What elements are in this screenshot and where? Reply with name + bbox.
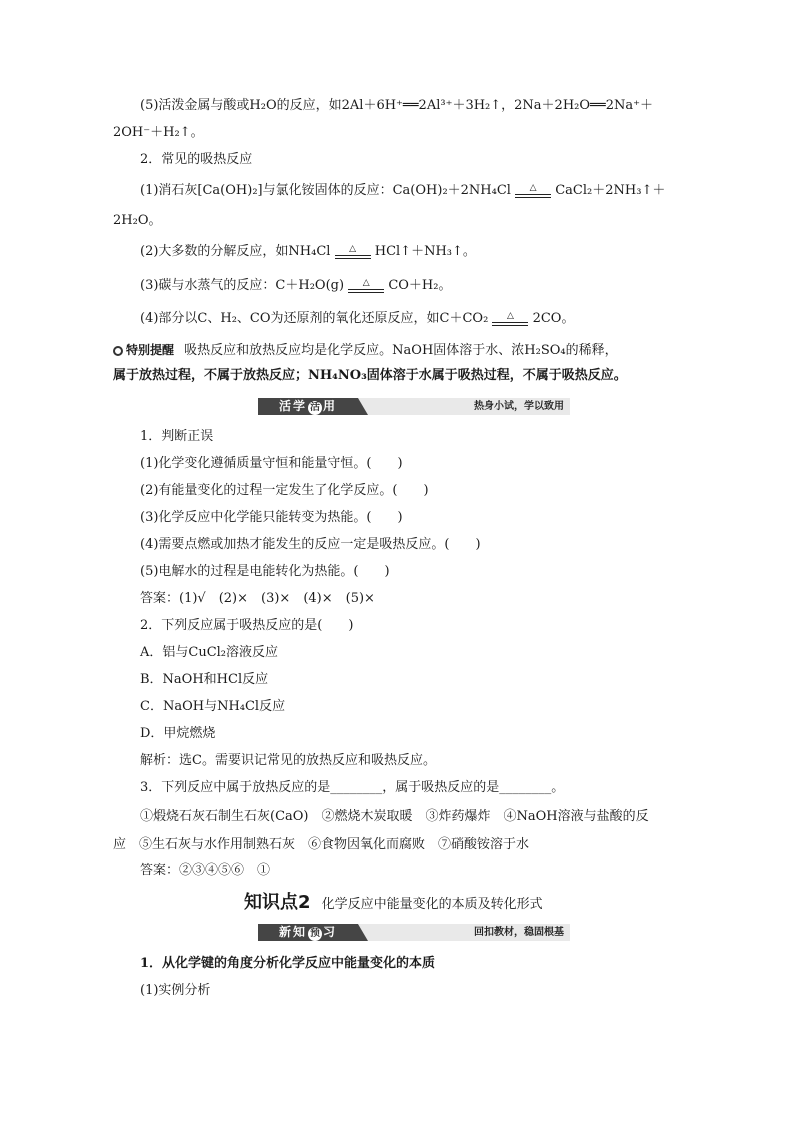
q3-answer: 答案：②③④⑤⑥ ① (140, 863, 271, 878)
endothermic-item-1 (140, 182, 665, 200)
banner-tab-text: 新知 (278, 925, 307, 939)
banner-tab-tail: 习 (323, 925, 338, 939)
q2-heading: 2．下列反应属于吸热反应的是( ) (140, 618, 354, 633)
endothermic-item-3-rhs: CO＋H₂。 (388, 278, 452, 293)
tip-label: 特别提醒 (126, 343, 175, 357)
knowledge-point-heading (244, 888, 543, 914)
practice-banner-tab (258, 398, 358, 415)
endothermic-item-4-lhs: (4)部分以C、H₂、CO为还原剂的氧化还原反应，如C＋CO₂ (140, 311, 489, 326)
q3-line-2: 应 ⑤生石灰与水作用制熟石灰 ⑥食物因氧化而腐败 ⑦硝酸铵溶于水 (113, 837, 530, 852)
section-2-sub: (1)实例分析 (140, 983, 211, 998)
heating-arrow-icon: △ (335, 245, 371, 259)
endothermic-item-2 (140, 243, 476, 261)
q1-item: (5)电解水的过程是电能转化为热能。( ) (140, 564, 390, 579)
banner-tab-text: 活学 (278, 399, 307, 413)
section-2-heading: 1．从化学键的角度分析化学反应中能量变化的本质 (140, 956, 436, 971)
endothermic-item-3 (140, 277, 451, 295)
endothermic-item-3-lhs: (3)碳与水蒸气的反应：C＋H₂O(g) (140, 278, 345, 293)
endothermic-item-2-lhs: (2)大多数的分解反应，如NH₄Cl (140, 244, 331, 259)
exothermic-item-5: (5)活泼金属与酸或H₂O的反应，如2Al＋6H⁺══2Al³⁺＋3H₂↑，2Na＋2H₂O══2Na⁺＋ (140, 98, 653, 113)
banner-tab-tail: 用 (323, 399, 338, 413)
banner-tab-circle: 预 (310, 928, 320, 939)
endothermic-item-4-rhs: 2CO。 (532, 311, 575, 326)
special-tip (113, 341, 618, 360)
preview-banner (258, 924, 570, 941)
knowledge-point-subtitle: 化学反应中能量变化的本质及转化形式 (321, 897, 543, 912)
tip-text-1: 吸热反应和放热反应均是化学反应。NaOH固体溶于水、浓H₂SO₄的稀释， (184, 343, 618, 358)
preview-banner-tab (258, 924, 358, 941)
q2-option: B．NaOH和HCl反应 (140, 672, 269, 687)
heating-arrow-icon: △ (348, 279, 384, 293)
endothermic-item-1-lhs: (1)消石灰[Ca(OH)₂]与氯化铵固体的反应：Ca(OH)₂＋2NH₄Cl (140, 183, 511, 198)
q1-item: (4)需要点燃或加热才能发生的反应一定是吸热反应。( ) (140, 537, 481, 552)
endothermic-item-1-rhs: CaCl₂＋2NH₃↑＋ (555, 183, 666, 198)
exothermic-item-5-cont: 2OH⁻＋H₂↑。 (113, 125, 204, 140)
endothermic-item-1-cont: 2H₂O。 (113, 213, 162, 228)
q3-line-1: ①煅烧石灰石制生石灰(CaO) ②燃烧木炭取暖 ③炸药爆炸 ④NaOH溶液与盐酸的反 (140, 809, 649, 824)
tip-text-2: 属于放热过程，不属于放热反应；NH₄NO₃固体溶于水属于吸热过程，不属于吸热反应。 (113, 368, 627, 383)
q3-heading: 3．下列反应中属于放热反应的是________，属于吸热反应的是________。 (140, 780, 565, 795)
practice-banner-tag: 热身小试，学以致用 (474, 401, 564, 412)
q1-heading: 1．判断正误 (140, 429, 214, 444)
tip-icon (113, 346, 123, 356)
q1-item: (3)化学反应中化学能只能转变为热能。( ) (140, 510, 403, 525)
endothermic-item-4 (140, 310, 574, 328)
banner-tab-circle: 活 (310, 402, 320, 413)
heating-arrow-icon: △ (515, 184, 551, 198)
heating-arrow-icon: △ (492, 312, 528, 326)
q2-option: D．甲烷燃烧 (140, 726, 216, 741)
endothermic-item-2-rhs: HCl↑＋NH₃↑。 (374, 244, 476, 259)
q1-item: (1)化学变化遵循质量守恒和能量守恒。( ) (140, 456, 403, 471)
q1-item: (2)有能量变化的过程一定发生了化学反应。( ) (140, 483, 429, 498)
q1-answer: 答案：(1)√ (2)× (3)× (4)× (5)× (140, 591, 375, 606)
practice-banner (258, 398, 570, 415)
preview-banner-tag: 回扣教材，稳固根基 (474, 927, 564, 938)
q2-option: A．铝与CuCl₂溶液反应 (140, 645, 279, 660)
q2-analysis: 解析：选C。需要识记常见的放热反应和吸热反应。 (140, 753, 436, 768)
knowledge-point-title: 知识点2 (244, 892, 311, 913)
endothermic-heading: 2．常见的吸热反应 (140, 152, 253, 167)
q2-option: C．NaOH与NH₄Cl反应 (140, 699, 286, 714)
